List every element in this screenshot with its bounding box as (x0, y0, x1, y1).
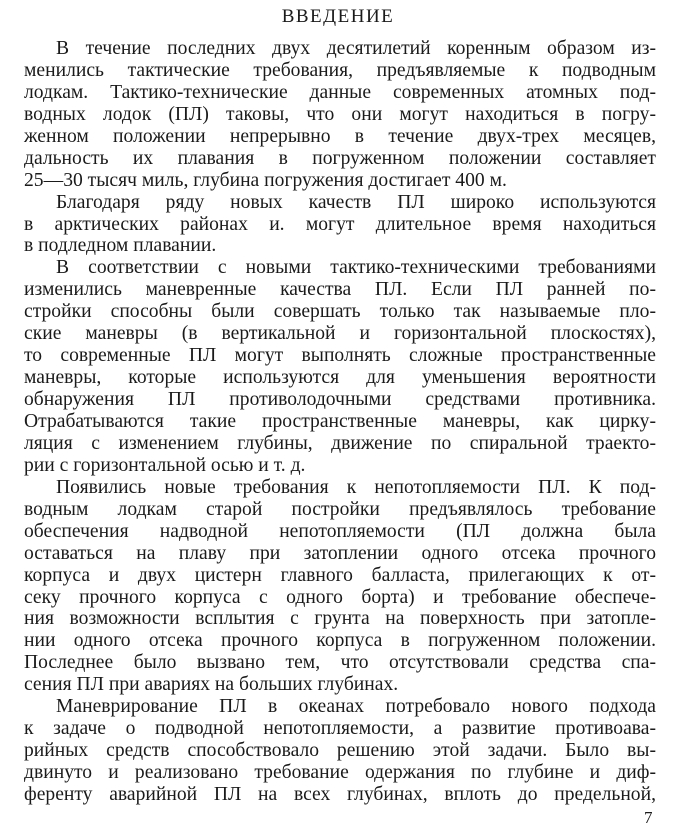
text-line: ференту аварийной ПЛ на всех глубинах, вплоть до предельной, (24, 784, 656, 805)
text-line: рийных средств способствовало решению этой задачи. Было вы- (24, 740, 656, 762)
text-line: сения ПЛ при авариях на больших глубинах. (24, 674, 399, 696)
text-line: ляция с изменением глубины, движение по спиральной траекто- (24, 432, 656, 454)
text-line: менились тактические требования, предъявляемые к подводным (24, 59, 656, 81)
text-line: женном положении непрерывно в течение двух-трех месяцев, (24, 125, 656, 147)
text-line: то современные ПЛ могут выполнять сложные пространственные (24, 345, 656, 367)
text-line: водных лодок (ПЛ) таковы, что они могут находиться в погру- (24, 103, 656, 125)
text-line: В соответствии с новыми тактико-техническими требованиями (56, 257, 656, 279)
text-line: ские маневры (в вертикальной и горизонтальной плоскостях), (24, 323, 656, 345)
text-line: нии одного отсека прочного корпуса в погруженном положении. (24, 630, 656, 652)
text-line: Отрабатываются такие пространственные маневры, как циркy- (24, 411, 656, 432)
text-line: обнаружения ПЛ противолодочными средствами противника. (24, 389, 656, 411)
text-line: водным лодкам старой постройки предъявлялось требование (24, 498, 656, 520)
text-line: в подледном плавании. (24, 235, 217, 257)
text-line: стройки способны были совершать только так называемые пло- (24, 301, 656, 323)
text-line: Благодаря ряду новых качеств ПЛ широко используются (56, 191, 656, 213)
page-number: 7 (644, 808, 653, 827)
text-line: в арктических районах и. могут длительное время находиться (24, 213, 656, 235)
text-line: к задаче о подводной непотопляемости, а развитие противоава- (24, 718, 656, 740)
page-title: ВВЕДЕНИЕ (281, 6, 395, 27)
text-line: Последнее было вызвано тем, что отсутствовали средства спа- (24, 652, 656, 674)
text-line: обеспечения надводной непотопляемости (ПЛ должна была (24, 520, 656, 542)
text-line: изменились маневренные качества ПЛ. Если ПЛ ранней по- (24, 279, 656, 301)
text-line: двинуто и реализовано требование одержания по глубине и диф- (24, 762, 656, 784)
text-line: Маневрирование ПЛ в океанах потребовало нового подхода (56, 696, 656, 718)
text-line: ния возможности всплытия с грунта на поверхность при затопле- (24, 608, 656, 630)
text-line: оставаться на плаву при затоплении одного отсека прочного (24, 542, 656, 564)
text-line: Появились новые требования к непотопляемости ПЛ. К под- (56, 476, 656, 498)
text-line: 25—30 тысяч миль, глубина погружения достигает 400 м. (24, 169, 507, 191)
text-line: дальность их плавания в погруженном положении составляет (24, 147, 656, 169)
text-line: корпуса и двух цистерн главного балласта, прилегающих к от- (24, 564, 656, 586)
text-line: лодкам. Тактико-технические данные современных атомных под- (24, 81, 656, 103)
text-line: секу прочного корпуса с одного борта) и требование обеспече- (24, 586, 656, 608)
text-line: маневры, которые используются для уменьшения вероятности (24, 367, 656, 389)
text-line: рии с горизонтальной осью и т. д. (24, 454, 306, 476)
text-line: В течение последних двух десятилетий коренным образом из- (56, 38, 656, 59)
